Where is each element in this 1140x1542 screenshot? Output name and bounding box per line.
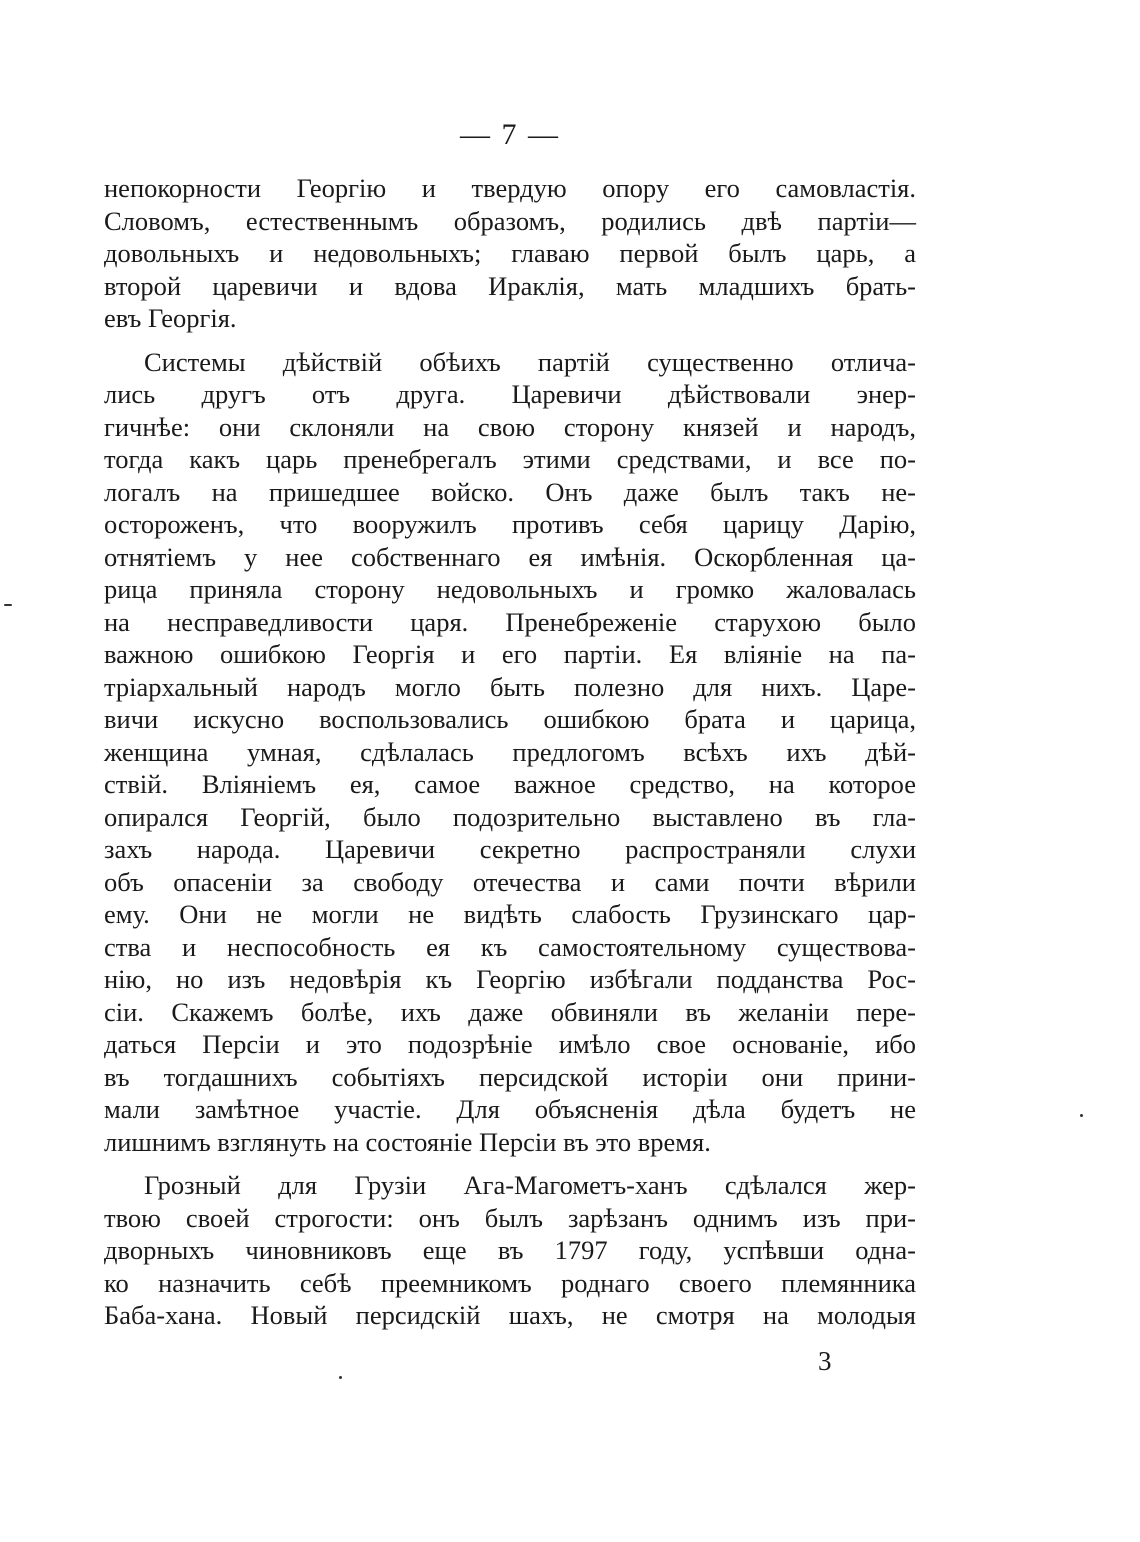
text-line: сіи. Скажемъ болѣе, ихъ даже обвиняли въ желаніи пере- <box>104 996 916 1027</box>
paragraph-3 <box>104 1169 916 1332</box>
paragraph-gap <box>104 1158 916 1169</box>
text-line: рица приняла сторону недовольныхъ и громко жаловалась <box>104 574 916 604</box>
text-line: Грозный для Грузіи Ага-Магометъ-ханъ сдѣлался жер- <box>144 1170 916 1200</box>
text-line: логалъ на пришедшее войско. Онъ даже былъ такъ не- <box>104 476 916 507</box>
text-line: твою своей строгости: онъ былъ зарѣзанъ однимъ изъ при- <box>104 1202 916 1233</box>
text-line: на несправедливости царя. Пренебреженіе старухою было <box>104 606 916 637</box>
text-line: Словомъ, естественнымъ образомъ, родились двѣ партіи— <box>104 205 916 236</box>
text-line: лишнимъ взглянуть на состояніе Персіи въ это время. <box>104 1126 711 1157</box>
scan-speck <box>1080 1114 1083 1117</box>
text-line: тогда какъ царь пренебрегалъ этими средствами, и все по- <box>104 444 916 474</box>
text-line: вичи искусно воспользовались ошибкою брата и царица, <box>104 704 916 734</box>
text-line: нію, но изъ недовѣрія къ Георгію избѣгали подданства Рос- <box>104 964 916 994</box>
page-number-header: — 7 — <box>460 118 560 151</box>
text-line: остороженъ, что вооружилъ противъ себя царицу Дарію, <box>104 509 916 539</box>
text-line: Баба-хана. Новый персидскій шахъ, не смотря на молодыя <box>104 1300 916 1330</box>
scan-speck <box>339 1376 342 1379</box>
text-line: ства и неспособность ея къ самостоятельному существова- <box>104 931 916 962</box>
text-line: отнятіемъ у нее собственнаго ея имѣнія. Оскорбленная ца- <box>104 541 916 572</box>
text-line: въ тогдашнихъ событіяхъ персидской исторіи они прини- <box>104 1061 916 1092</box>
text-line: тріархальный народъ могло быть полезно для нихъ. Царе- <box>104 671 916 702</box>
text-line: ствій. Вліяніемъ ея, самое важное средство, на которое <box>104 769 916 799</box>
text-line: объ опасеніи за свободу отечества и сами почти вѣрили <box>104 866 916 897</box>
text-line: опирался Георгій, было подозрительно выставлено въ гла- <box>104 801 916 832</box>
text-line: женщина умная, сдѣлалась предлогомъ всѣхъ ихъ дѣй- <box>104 736 916 767</box>
paragraph-gap <box>104 335 916 346</box>
body-text <box>104 172 916 1332</box>
text-line: Системы дѣйствій обѣихъ партій существенно отлича- <box>144 346 916 377</box>
text-line: захъ народа. Царевичи секретно распространяли слухи <box>104 834 916 864</box>
text-line: важною ошибкою Георгія и его партіи. Ея вліяніе на па- <box>104 639 916 669</box>
text-line: ко назначить себѣ преемникомъ роднаго своего племянника <box>104 1267 916 1298</box>
scan-speck <box>4 604 12 606</box>
text-line: лись другъ отъ друга. Царевичи дѣйствовали энер- <box>104 379 916 409</box>
text-line: ему. Они не могли не видѣть слабость Грузинскаго цар- <box>104 899 916 929</box>
signature-mark: 3 <box>818 1346 832 1376</box>
text-line: дворныхъ чиновниковъ еще въ 1797 году, успѣвши одна- <box>104 1235 916 1265</box>
text-line: евъ Георгія. <box>104 303 237 333</box>
text-line: гичнѣе: они склоняли на свою сторону князей и народъ, <box>104 411 916 442</box>
text-line: даться Персіи и это подозрѣніе имѣло свое основаніе, ибо <box>104 1029 916 1059</box>
text-line: непокорности Георгію и твердую опору его самовластія. <box>104 173 916 203</box>
paragraph-2 <box>104 346 916 1159</box>
text-line: довольныхъ и недовольныхъ; главаю первой былъ царь, а <box>104 238 916 268</box>
paragraph-1 <box>104 172 916 335</box>
text-line: мали замѣтное участіе. Для объясненія дѣла будетъ не <box>104 1094 916 1124</box>
text-line: второй царевичи и вдова Ираклія, мать младшихъ брать- <box>104 270 916 301</box>
